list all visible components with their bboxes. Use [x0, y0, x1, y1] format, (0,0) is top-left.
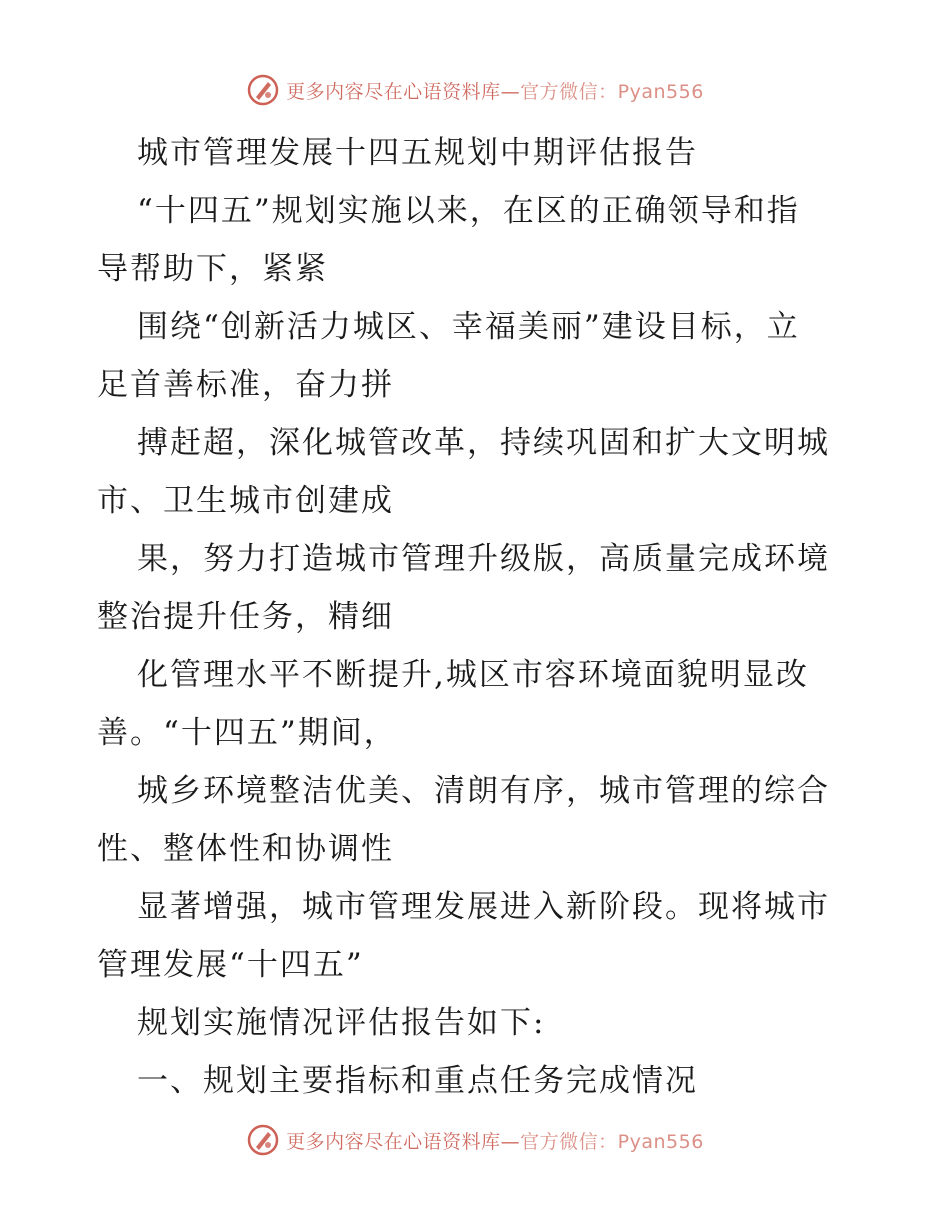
paragraph-line: 导帮助下，紧紧	[97, 251, 328, 287]
footer-watermark-banner	[0, 1120, 950, 1160]
paragraph-line: 整治提升任务，精细	[97, 599, 394, 635]
paragraph-line: 城乡环境整洁优美、清朗有序，城市管理的综合	[137, 773, 830, 809]
watermark-main-text: 更多内容尽在心语资料库—	[286, 80, 521, 103]
paragraph-line: 管理发展“十四五”	[97, 947, 364, 983]
paragraph-line: 规划实施情况评估报告如下:	[137, 1005, 546, 1041]
header-watermark-banner	[0, 70, 950, 110]
watermark-wechat-text: 官方微信：Pyan556	[520, 1130, 704, 1153]
paragraph-line: 足首善标准，奋力拼	[97, 367, 394, 403]
watermark-main-text: 更多内容尽在心语资料库—	[286, 1130, 521, 1153]
watermark-text	[286, 1127, 704, 1154]
paragraph-line: 搏赶超，深化城管改革，持续巩固和扩大文明城	[137, 425, 830, 461]
section-heading: 一、规划主要指标和重点任务完成情况	[137, 1063, 698, 1099]
logo-icon	[246, 1123, 280, 1157]
paragraph-line: 显著增强，城市管理发展进入新阶段。现将城市	[137, 889, 830, 925]
paragraph-line: 市、卫生城市创建成	[97, 483, 394, 519]
paragraph-line: 性、整体性和协调性	[97, 831, 394, 867]
watermark-wechat-text: 官方微信：Pyan556	[520, 80, 704, 103]
document-body	[97, 124, 857, 1110]
paragraph-line: 化管理水平不断提升,城区市容环境面貌明显改	[137, 657, 809, 693]
document-title: 城市管理发展十四五规划中期评估报告	[137, 135, 698, 171]
paragraph-line: 围绕“创新活力城区、幸福美丽”建设目标，立	[137, 309, 800, 345]
logo-icon	[246, 73, 280, 107]
paragraph-line: 善。“十四五”期间，	[97, 715, 397, 751]
paragraph-line: 果，努力打造城市管理升级版，高质量完成环境	[137, 541, 830, 577]
paragraph-line: “十四五”规划实施以来，在区的正确领导和指	[137, 193, 800, 229]
watermark-text	[286, 77, 704, 104]
